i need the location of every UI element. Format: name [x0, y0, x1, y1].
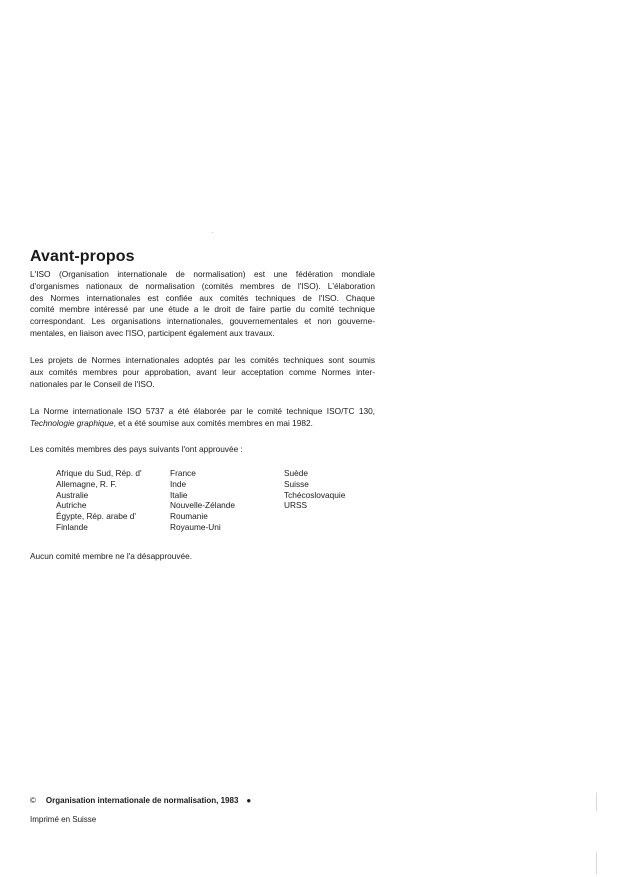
text-line: mentales, en liaison avec l'ISO, participent également aux travaux.: [30, 327, 275, 338]
country-item: Finlande: [56, 521, 88, 532]
copyright-text: Organisation internationale de normalisation, 1983: [45, 796, 239, 805]
country-item: Suisse: [284, 478, 309, 489]
country-column-1: [56, 468, 142, 533]
country-item: URSS: [284, 500, 308, 511]
country-item: Royaume-Uni: [170, 521, 221, 532]
text-line: des Normes internationales est confiée aux comités techniques de l'ISO. Chaque: [30, 292, 375, 303]
page-title: Avant-propos: [30, 248, 135, 265]
text-line: L'ISO (Organisation internationale de normalisation) est une fédération mondiale: [30, 269, 375, 279]
country-item: France: [170, 468, 196, 478]
paragraph-no-disapproval: Aucun comité membre ne l'a désapprouvée.: [30, 551, 193, 561]
scan-speck: [212, 232, 213, 233]
country-item: Italie: [170, 489, 188, 500]
country-item: Égypte, Rép. arabe d': [56, 511, 136, 522]
scan-edge-mark: [596, 793, 597, 811]
text-line: La Norme internationale ISO 5737 a été élaborée par le comité technique ISO/TC 130,: [30, 406, 375, 416]
country-item: Suède: [284, 468, 308, 478]
text-line: correspondant. Les organisations internationales, gouvernementales et non gouverne-: [30, 316, 375, 327]
copyright-notice: [30, 796, 251, 805]
country-column-2: [170, 468, 235, 533]
text-line-rest: , et a été soumise aux comités membres en mai 1982.: [113, 417, 313, 428]
country-item: Australie: [56, 489, 89, 500]
country-item: Nouvelle-Zélande: [170, 500, 236, 511]
text-line: Les projets de Normes internationales adoptés par les comités techniques sont soumis: [30, 355, 375, 365]
country-item: Allemagne, R. F.: [56, 478, 117, 489]
text-line: comité membre intéressé par une étude a le droit de faire partie du comité technique: [30, 304, 375, 315]
country-item: Autriche: [56, 500, 87, 511]
paragraph-approval-process: [30, 355, 375, 390]
text-line: nationales par le Conseil de l'ISO.: [30, 378, 155, 389]
scan-edge-mark: [596, 852, 597, 874]
country-item: Roumanie: [170, 511, 208, 522]
country-item: Tchécoslovaquie: [284, 489, 346, 500]
country-column-3: [284, 468, 345, 511]
country-item: Afrique du Sud, Rép. d': [56, 468, 142, 478]
paragraph-iso-intro: [30, 269, 375, 340]
text-line: d'organismes nationaux de normalisation (comités membres de l'ISO). L'élaboration: [30, 280, 375, 291]
country-item: Inde: [170, 478, 187, 489]
paragraph-approving-members: Les comités membres des pays suivants l'ont approuvée :: [30, 444, 243, 454]
printed-in-notice: Imprimé en Suisse: [30, 815, 97, 824]
bullet-icon: ●: [246, 796, 252, 805]
paragraph-standard-origin: [30, 406, 375, 430]
text-line: [30, 418, 375, 430]
text-line: aux comités membres pour approbation, avant leur acceptation comme Normes inter-: [30, 366, 375, 377]
committee-title-italic: Technologie graphique: [30, 417, 114, 428]
copyright-icon: ©: [30, 796, 36, 805]
